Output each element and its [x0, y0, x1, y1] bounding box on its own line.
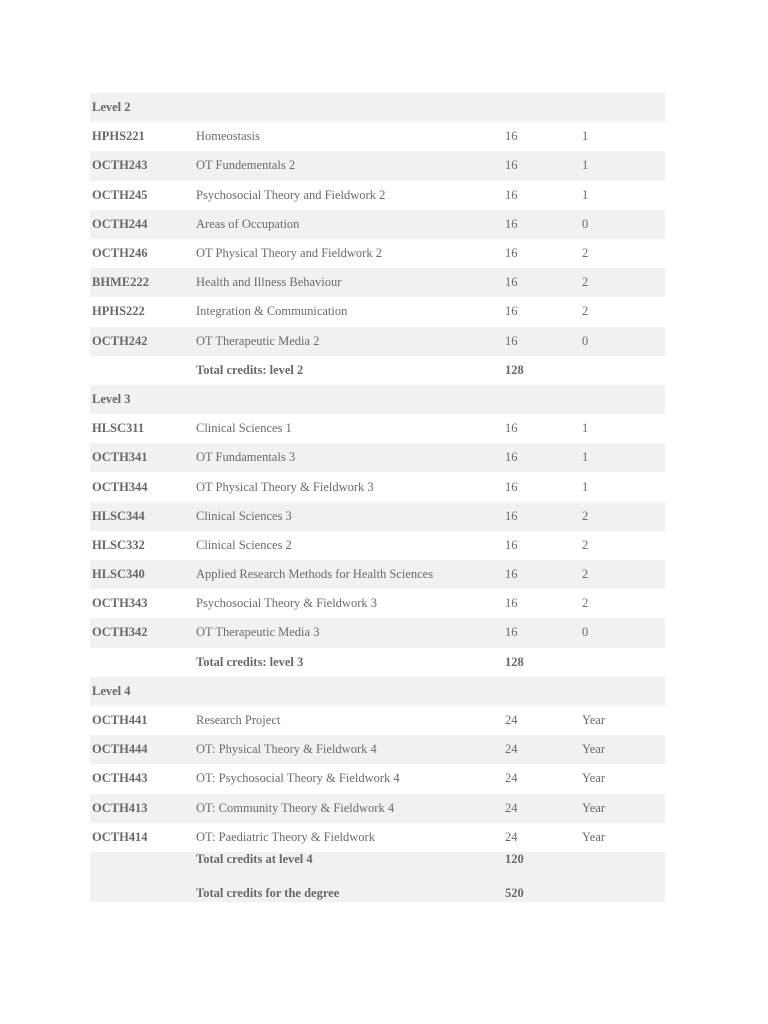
- module-semester: 1: [580, 151, 665, 180]
- module-row: [90, 472, 665, 501]
- module-code: BHME222: [90, 268, 194, 297]
- module-row: [90, 327, 665, 356]
- empty-cell: [194, 385, 503, 414]
- module-credits: 24: [505, 713, 518, 728]
- module-name: OT Fundementals 2: [194, 151, 503, 180]
- module-name: OT: Community Theory & Fieldwork 4: [194, 794, 503, 823]
- level-heading: Level 3: [90, 385, 194, 414]
- module-semester: 2: [580, 560, 665, 589]
- module-code: OCTH443: [92, 771, 148, 786]
- final-totals-row: [90, 852, 665, 902]
- module-semester: 1: [582, 421, 589, 436]
- module-row: [90, 239, 665, 268]
- module-name: Clinical Sciences 3: [194, 502, 503, 531]
- module-credits: 16: [505, 596, 518, 611]
- module-semester: Year: [580, 735, 665, 764]
- module-name: Health and Illness Behaviour: [194, 268, 503, 297]
- module-row: [90, 414, 665, 443]
- module-row: [90, 151, 665, 180]
- module-semester: 2: [580, 502, 665, 531]
- module-semester: 0: [580, 210, 665, 239]
- empty-cell: [580, 385, 665, 414]
- module-semester: 2: [582, 596, 589, 611]
- total-label: Total credits: level 2: [196, 362, 304, 377]
- module-credits: 24: [503, 794, 580, 823]
- total-row: [90, 648, 665, 677]
- module-code: OCTH413: [90, 794, 194, 823]
- final-totals-credits: [503, 852, 580, 902]
- empty-cell: [194, 93, 503, 122]
- empty-cell: [580, 852, 665, 902]
- total-credits: 128: [505, 362, 524, 377]
- module-credits: 16: [503, 443, 580, 472]
- module-semester: 0: [580, 327, 665, 356]
- module-credits: 16: [505, 187, 518, 202]
- empty-cell: [503, 677, 580, 706]
- module-name: Psychosocial Theory & Fieldwork 3: [196, 596, 377, 611]
- module-code: OCTH444: [90, 735, 194, 764]
- module-semester: 1: [580, 443, 665, 472]
- module-code: HLSC332: [92, 537, 145, 552]
- total-degree-label: Total credits for the degree: [196, 886, 340, 901]
- level-heading: Level 2: [90, 93, 194, 122]
- module-credits: 16: [503, 618, 580, 647]
- module-code: OCTH344: [92, 479, 148, 494]
- module-credits: 16: [505, 129, 518, 144]
- module-semester: 2: [580, 268, 665, 297]
- module-code: OCTH342: [90, 618, 194, 647]
- total-row: [90, 356, 665, 385]
- module-semester: 2: [582, 304, 589, 319]
- module-semester: 0: [580, 618, 665, 647]
- module-semester: Year: [582, 829, 606, 844]
- empty-cell: [90, 356, 194, 385]
- module-name: Areas of Occupation: [194, 210, 503, 239]
- module-name: Clinical Sciences 1: [196, 421, 292, 436]
- module-row: [90, 502, 665, 531]
- module-code: OCTH343: [92, 596, 148, 611]
- table-body: [90, 93, 665, 902]
- module-semester: Year: [582, 713, 606, 728]
- empty-cell: [503, 385, 580, 414]
- module-name: OT: Paediatric Theory & Fieldwork: [196, 829, 375, 844]
- module-credits: 16: [505, 246, 518, 261]
- module-credits: 24: [503, 735, 580, 764]
- module-credits: 16: [503, 560, 580, 589]
- empty-cell: [503, 93, 580, 122]
- module-name: OT Physical Theory and Fieldwork 2: [196, 246, 382, 261]
- module-name: Clinical Sciences 2: [196, 537, 292, 552]
- empty-cell: [580, 356, 665, 385]
- module-credits: 16: [503, 327, 580, 356]
- module-name: OT Therapeutic Media 3: [194, 618, 503, 647]
- module-row: [90, 268, 665, 297]
- empty-cell: [580, 677, 665, 706]
- module-code: HPHS222: [92, 304, 145, 319]
- module-code: HLSC340: [90, 560, 194, 589]
- level-heading-row: [90, 385, 665, 414]
- module-credits: 24: [505, 829, 518, 844]
- module-row: [90, 823, 665, 852]
- module-row: [90, 443, 665, 472]
- module-credits: 16: [505, 479, 518, 494]
- module-credits: 16: [503, 502, 580, 531]
- module-name: Homeostasis: [196, 129, 260, 144]
- module-semester: 1: [582, 479, 589, 494]
- module-code: OCTH242: [90, 327, 194, 356]
- module-row: [90, 560, 665, 589]
- module-code: OCTH244: [90, 210, 194, 239]
- total-credits: 128: [505, 654, 524, 669]
- module-code: OCTH246: [92, 246, 148, 261]
- level-heading-row: [90, 677, 665, 706]
- module-code: HLSC311: [92, 421, 145, 436]
- total-label: Total credits: level 3: [196, 654, 304, 669]
- module-semester: 1: [582, 187, 589, 202]
- module-row: [90, 794, 665, 823]
- level-heading-row: [90, 93, 665, 122]
- total-level4-credits: 120: [505, 852, 524, 867]
- module-credits: 16: [503, 210, 580, 239]
- module-semester: 1: [582, 129, 589, 144]
- total-level4-label: Total credits at level 4: [196, 852, 313, 867]
- module-code: OCTH341: [90, 443, 194, 472]
- module-row: [90, 618, 665, 647]
- level-heading: Level 4: [90, 677, 194, 706]
- empty-cell: [580, 93, 665, 122]
- total-degree-credits: 520: [505, 886, 524, 901]
- module-name: Research Project: [196, 713, 281, 728]
- empty-cell: [90, 648, 194, 677]
- module-name: OT: Psychosocial Theory & Fieldwork 4: [196, 771, 400, 786]
- curriculum-table: [90, 93, 665, 902]
- module-row: [90, 735, 665, 764]
- module-code: OCTH245: [92, 187, 148, 202]
- module-name: OT Fundamentals 3: [194, 443, 503, 472]
- module-credits: 16: [505, 421, 518, 436]
- module-name: Applied Research Methods for Health Sciences: [194, 560, 503, 589]
- module-credits: 16: [503, 268, 580, 297]
- module-code: OCTH441: [92, 713, 148, 728]
- final-totals-labels: [194, 852, 503, 902]
- module-name: OT Physical Theory & Fieldwork 3: [196, 479, 374, 494]
- module-name: Integration & Communication: [196, 304, 348, 319]
- module-row: [90, 297, 665, 326]
- module-credits: 24: [505, 771, 518, 786]
- module-semester: 2: [582, 537, 589, 552]
- module-name: Psychosocial Theory and Fieldwork 2: [196, 187, 386, 202]
- empty-cell: [90, 852, 194, 902]
- module-code: OCTH414: [92, 829, 148, 844]
- module-row: [90, 531, 665, 560]
- module-credits: 16: [505, 304, 518, 319]
- module-code: HLSC344: [90, 502, 194, 531]
- module-semester: Year: [582, 771, 606, 786]
- module-row: [90, 122, 665, 151]
- empty-cell: [580, 648, 665, 677]
- module-row: [90, 210, 665, 239]
- module-name: OT Therapeutic Media 2: [194, 327, 503, 356]
- module-semester: Year: [580, 794, 665, 823]
- module-row: [90, 589, 665, 618]
- module-credits: 16: [505, 537, 518, 552]
- module-row: [90, 181, 665, 210]
- module-code: HPHS221: [92, 129, 145, 144]
- module-row: [90, 706, 665, 735]
- module-semester: 2: [582, 246, 589, 261]
- empty-cell: [194, 677, 503, 706]
- module-code: OCTH243: [90, 151, 194, 180]
- module-credits: 16: [503, 151, 580, 180]
- module-row: [90, 764, 665, 793]
- module-name: OT: Physical Theory & Fieldwork 4: [194, 735, 503, 764]
